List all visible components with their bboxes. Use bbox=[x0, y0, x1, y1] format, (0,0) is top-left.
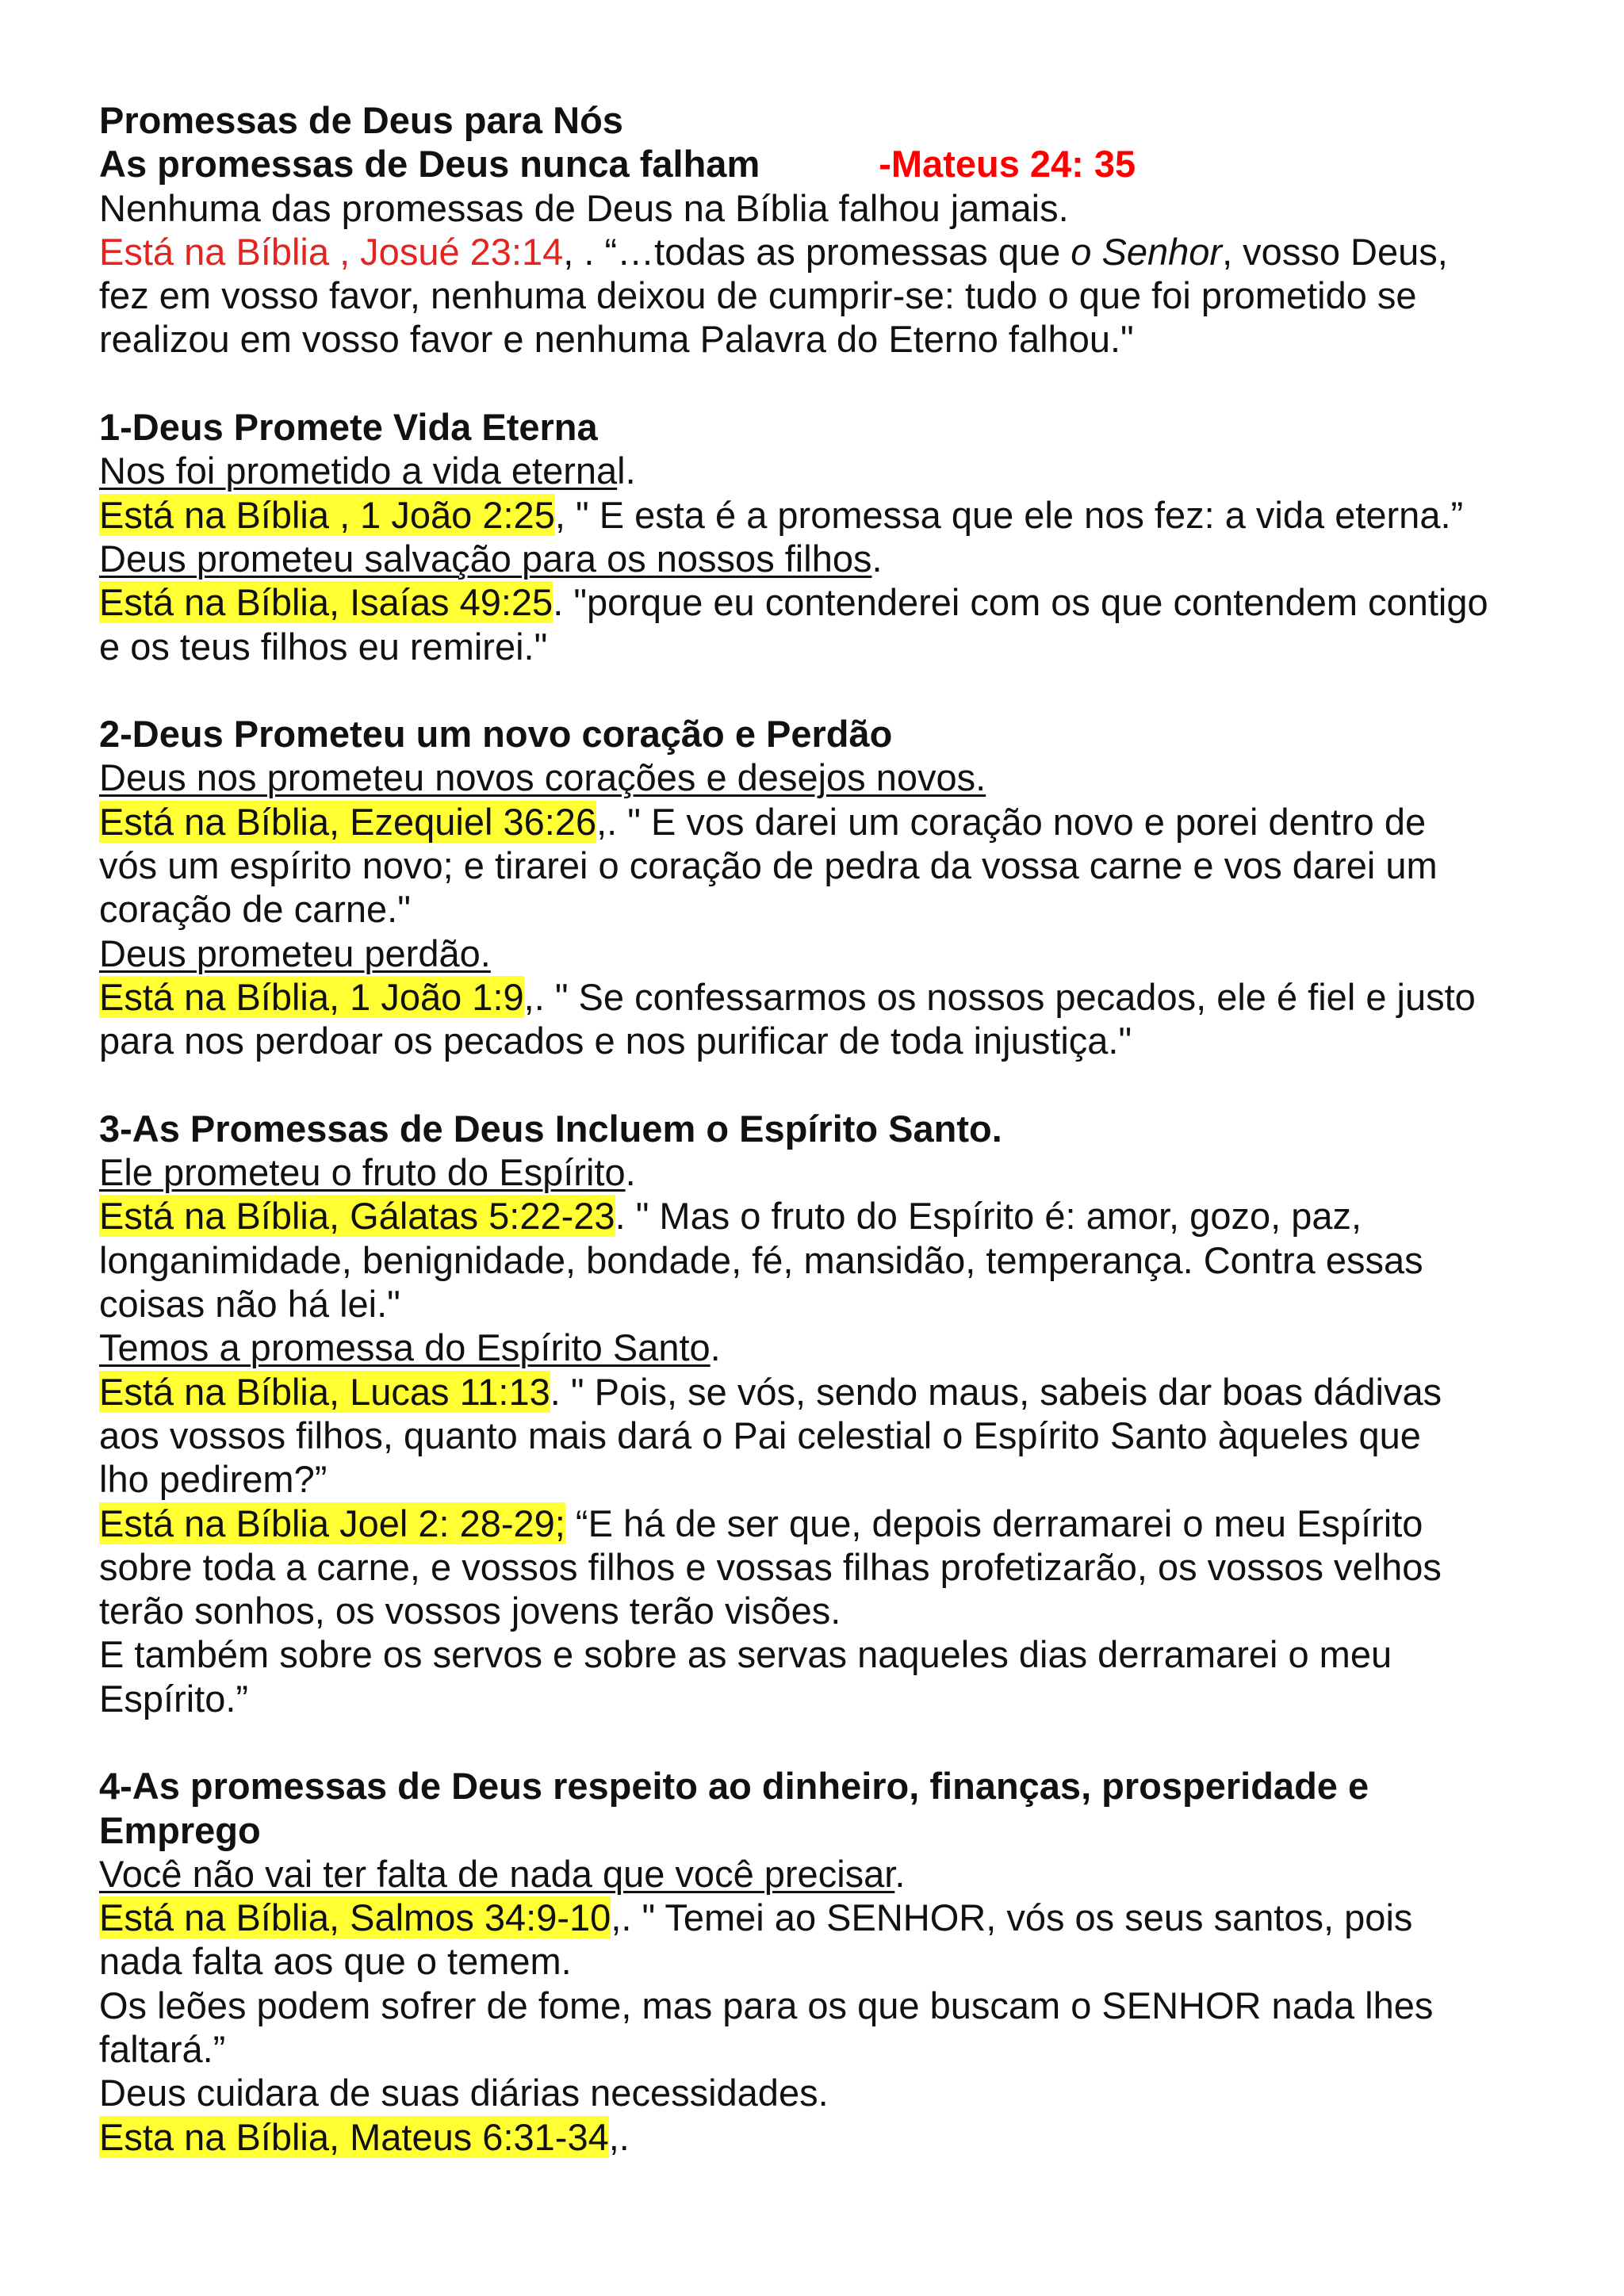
verse-text: ,. " Temei ao SENHOR, vós os seus santos, pois bbox=[611, 1896, 1413, 1939]
section-1-heading: 1-Deus Promete Vida Eterna bbox=[99, 406, 598, 449]
intro-quote-b: , vosso Deus, bbox=[1222, 230, 1448, 273]
promise-text: Você não vai ter falta de nada que você precisar bbox=[99, 1852, 895, 1895]
intro-text: Nenhuma das promessas de Deus na Bíblia falhou jamais. bbox=[99, 186, 1069, 229]
section-4-verse-1-cont-3: faltará.” bbox=[99, 2028, 226, 2071]
section-2-promise-1 bbox=[99, 756, 1542, 799]
verse-text: , " E esta é a promessa que ele nos fez: a vida eterna.” bbox=[554, 493, 1464, 536]
verse-reference: Está na Bíblia Joel 2: 28-29; bbox=[99, 1502, 565, 1544]
section-3-verse-1-cont-2: coisas não há lei." bbox=[99, 1283, 400, 1326]
verse-reference: Está na Bíblia, Salmos 34:9-10 bbox=[99, 1896, 611, 1939]
spacer bbox=[99, 668, 1542, 712]
subtitle: As promessas de Deus nunca falham bbox=[99, 143, 760, 186]
section-4-heading-cont: Emprego bbox=[99, 1808, 261, 1851]
promise-end: . bbox=[625, 1151, 636, 1194]
section-3-promise-1 bbox=[99, 1150, 1542, 1194]
intro-quote-line bbox=[99, 230, 1542, 274]
section-1-verse-2 bbox=[99, 580, 1542, 624]
section-3-verse-3-cont-4: Espírito.” bbox=[99, 1677, 249, 1720]
subtitle-line bbox=[99, 142, 1542, 186]
section-1-promise-1 bbox=[99, 449, 1542, 492]
verse-reference: Está na Bíblia, Lucas 11:13 bbox=[99, 1370, 550, 1413]
section-3-verse-2-cont-2: lho pedirem?” bbox=[99, 1458, 327, 1501]
intro-quote-line-2: fez em vosso favor, nenhuma deixou de cumprir-se: tudo o que foi prometido se bbox=[99, 274, 1417, 317]
spacer bbox=[99, 362, 1542, 405]
verse-text: ,. " E vos darei um coração novo e porei dentro de bbox=[596, 800, 1427, 843]
section-3-verse-1-cont: longanimidade, benignidade, bondade, fé, mansidão, temperança. Contra essas bbox=[99, 1238, 1423, 1281]
section-4-heading: 4-As promessas de Deus respeito ao dinheiro, finanças, prosperidade e bbox=[99, 1765, 1369, 1808]
verse-reference: Está na Bíblia , 1 João 2:25 bbox=[99, 493, 555, 536]
document-page bbox=[99, 98, 1542, 2159]
section-4-verse-1-cont: nada falta aos que o temem. bbox=[99, 1940, 572, 1983]
section-2-verse-2-cont: para nos perdoar os pecados e nos purificar de toda injustiça." bbox=[99, 1020, 1132, 1062]
document-title: Promessas de Deus para Nós bbox=[99, 99, 623, 141]
verse-text: “E há de ser que, depois derramarei o meu Espírito bbox=[565, 1502, 1423, 1544]
promise-text: Deus nos prometeu novos corações e desejos novos. bbox=[99, 756, 986, 799]
intro-quote-line-3: realizou em vosso favor e nenhuma Palavra do Eterno falhou." bbox=[99, 318, 1134, 361]
verse-text: ,. bbox=[608, 2115, 630, 2158]
verse-reference: Está na Bíblia, Ezequiel 36:26 bbox=[99, 800, 597, 843]
verse-text: . " Mas o fruto do Espírito é: amor, gozo, paz, bbox=[615, 1195, 1362, 1238]
section-3-verse-3-cont-2: terão sonhos, os vossos jovens terão visões. bbox=[99, 1590, 841, 1632]
section-3-heading: 3-As Promessas de Deus Incluem o Espírito Santo. bbox=[99, 1107, 1002, 1150]
section-3-verse-2 bbox=[99, 1370, 1542, 1414]
verse-text: . " Pois, se vós, sendo maus, sabeis dar boas dádivas bbox=[550, 1370, 1442, 1413]
section-1-promise-2 bbox=[99, 537, 1542, 580]
section-3-promise-2 bbox=[99, 1326, 1542, 1369]
verse-text: . "porque eu contenderei com os que contendem contigo bbox=[553, 581, 1488, 624]
spacer bbox=[99, 1063, 1542, 1107]
section-2-verse-2 bbox=[99, 975, 1542, 1019]
promise-text: Ele prometeu o fruto do Espírito bbox=[99, 1151, 626, 1194]
verse-reference: Esta na Bíblia, Mateus 6:31-34 bbox=[99, 2115, 609, 2158]
section-3-verse-1 bbox=[99, 1194, 1542, 1238]
verse-reference: Está na Bíblia, Gálatas 5:22-23 bbox=[99, 1195, 615, 1238]
intro-quote-emphasis: o Senhor bbox=[1071, 230, 1223, 273]
subtitle-reference: -Mateus 24: 35 bbox=[879, 143, 1136, 186]
section-3-verse-2-cont: aos vossos filhos, quanto mais dará o Pai celestial o Espírito Santo àqueles que bbox=[99, 1414, 1421, 1456]
promise-end: l. bbox=[617, 450, 636, 492]
section-3-verse-3-cont: sobre toda a carne, e vossos filhos e vossas filhas profetizarão, os vossos velhos bbox=[99, 1545, 1442, 1588]
promise-text: Temos a promessa do Espírito Santo bbox=[99, 1326, 710, 1369]
promise-text: Deus prometeu salvação para os nossos filhos bbox=[99, 537, 872, 580]
spacer bbox=[99, 1720, 1542, 1764]
section-2-heading: 2-Deus Prometeu um novo coração e Perdão bbox=[99, 713, 893, 756]
section-2-verse-1 bbox=[99, 800, 1542, 844]
promise-end: . bbox=[871, 537, 883, 580]
section-2-verse-1-cont-2: coração de carne." bbox=[99, 888, 411, 931]
promise-text: Nos foi prometido a vida eterna bbox=[99, 450, 618, 492]
section-2-verse-1-cont: vós um espírito novo; e tirarei o coração de pedra da vossa carne e vos darei um bbox=[99, 844, 1438, 887]
section-3-verse-3 bbox=[99, 1502, 1542, 1545]
section-2-promise-2 bbox=[99, 932, 1542, 975]
verse-reference: Está na Bíblia, 1 João 1:9 bbox=[99, 975, 524, 1018]
section-1-verse-2-cont: e os teus filhos eu remirei." bbox=[99, 625, 548, 668]
section-4-verse-2 bbox=[99, 2115, 1542, 2159]
section-4-promise-1 bbox=[99, 1852, 1542, 1896]
promise-text: Deus prometeu perdão. bbox=[99, 932, 491, 974]
promise-end: . bbox=[894, 1852, 906, 1895]
section-4-verse-1-cont-2: Os leões podem sofrer de fome, mas para os que buscam o SENHOR nada lhes bbox=[99, 1984, 1434, 2026]
verse-reference: Está na Bíblia, Isaías 49:25 bbox=[99, 581, 553, 624]
intro-quote-a: , . “…todas as promessas que bbox=[563, 230, 1071, 273]
promise-end: . bbox=[710, 1326, 721, 1369]
verse-text: ,. " Se confessarmos os nossos pecados, ele é fiel e justo bbox=[523, 975, 1476, 1018]
intro-reference: Está na Bíblia , Josué 23:14 bbox=[99, 230, 564, 273]
section-1-verse-1 bbox=[99, 493, 1542, 537]
section-4-promise-2: Deus cuidara de suas diárias necessidades. bbox=[99, 2072, 829, 2114]
section-4-verse-1 bbox=[99, 1896, 1542, 1939]
section-3-verse-3-cont-3: E também sobre os servos e sobre as servas naqueles dias derramarei o meu bbox=[99, 1633, 1392, 1676]
